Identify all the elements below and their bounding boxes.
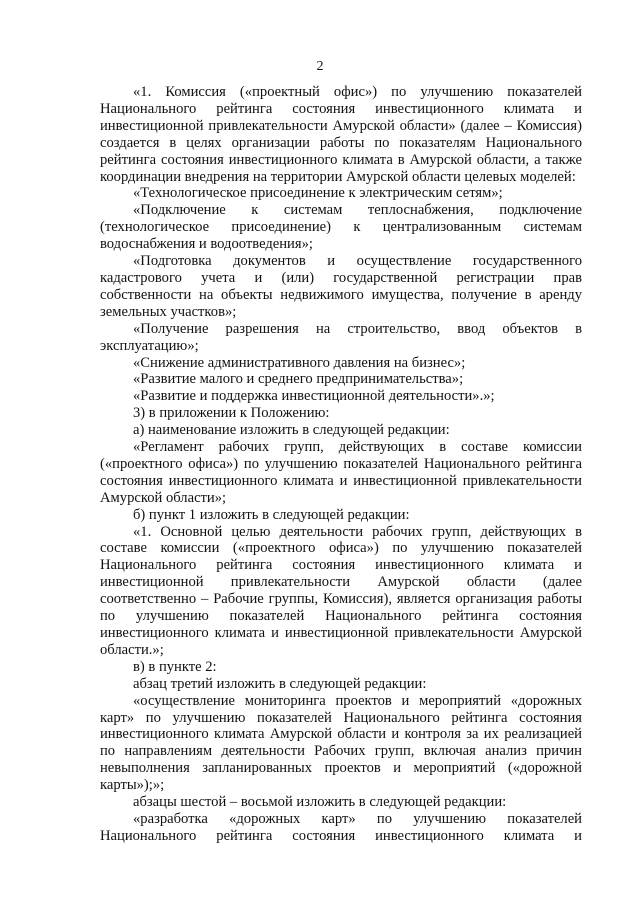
paragraph-model-heat-water: «Подключение к системам теплоснабжения, подключение (технологическое присоединение) к централизованным системам водоснабжения и водоотведения»; [100,202,582,253]
paragraph-item-3b: б) пункт 1 изложить в следующей редакции: [133,506,410,523]
paragraph-model-investment: «Развитие и поддержка инвестиционной деятельности».»; [133,388,495,405]
page-number: 2 [316,59,324,74]
paragraph-third-indent: абзац третий изложить в следующей редакции: [133,675,427,692]
paragraph-model-small-business: «Развитие малого и среднего предпринимательства»; [133,371,464,388]
paragraph-model-electric: «Технологическое присоединение к электрическим сетям»; [133,185,503,202]
paragraph-monitoring: «осуществление мониторинга проектов и мероприятий «дорожных карт» по улучшению показателей Национального рейтинга состояния инвестиционного климата Амурской области и контроля за их реализацией по направлениям деятельности Рабочих групп, включая анализ причин невыполнения запланированных проектов и мероприятий («дорожной карты»);»; [100,692,582,794]
paragraph-commission: «1. Комиссия («проектный офис») по улучшению показателей Национального рейтинга состояния инвестиционного климата и инвестиционной привлекательности Амурской области» (далее – Комиссия) создается в целях организации работы по показателям Национального рейтинга состояния инвестиционного климата в Амурской области, а также координации внедрения на территории Амурской области целевых моделей: [100,84,582,185]
paragraph-model-construction: «Получение разрешения на строительство, ввод объектов в эксплуатацию»; [100,320,582,354]
paragraph-roadmaps: «разработка «дорожных карт» по улучшению показателей Национального рейтинга состояния инвестиционного климата и [100,810,582,844]
paragraph-item-3a: а) наименование изложить в следующей редакции: [133,422,450,439]
paragraph-regulation-title: «Регламент рабочих групп, действующих в составе комиссии («проектного офиса») по улучшению показателей Национального рейтинга состояния инвестиционного климата и инвестиционной привлекательности Амурской области»; [100,439,582,506]
document-body [100,84,582,845]
paragraph-item-3: 3) в приложении к Положению: [133,405,330,422]
paragraph-point-1-text: «1. Основной целью деятельности рабочих групп, действующих в составе комиссии («проектного офиса») по улучшению показателей Национального рейтинга состояния инвестиционного климата и инвестиционной привлекательности Амурской области (далее соответственно – Рабочие группы, Комиссия), является организация работы по улучшению показателей Национального рейтинга состояния инвестиционного климата и инвестиционной привлекательности Амурской области.»; [100,523,582,658]
paragraph-item-3v: в) в пункте 2: [133,658,217,675]
paragraph-model-admin-pressure: «Снижение административного давления на бизнес»; [133,354,466,371]
paragraph-model-cadastral: «Подготовка документов и осуществление государственного кадастрового учета и (или) государственной регистрации прав собственности на объекты недвижимого имущества, получение в аренду земельных участков»; [100,253,582,320]
paragraph-indents-6-8: абзацы шестой – восьмой изложить в следующей редакции: [133,794,507,811]
